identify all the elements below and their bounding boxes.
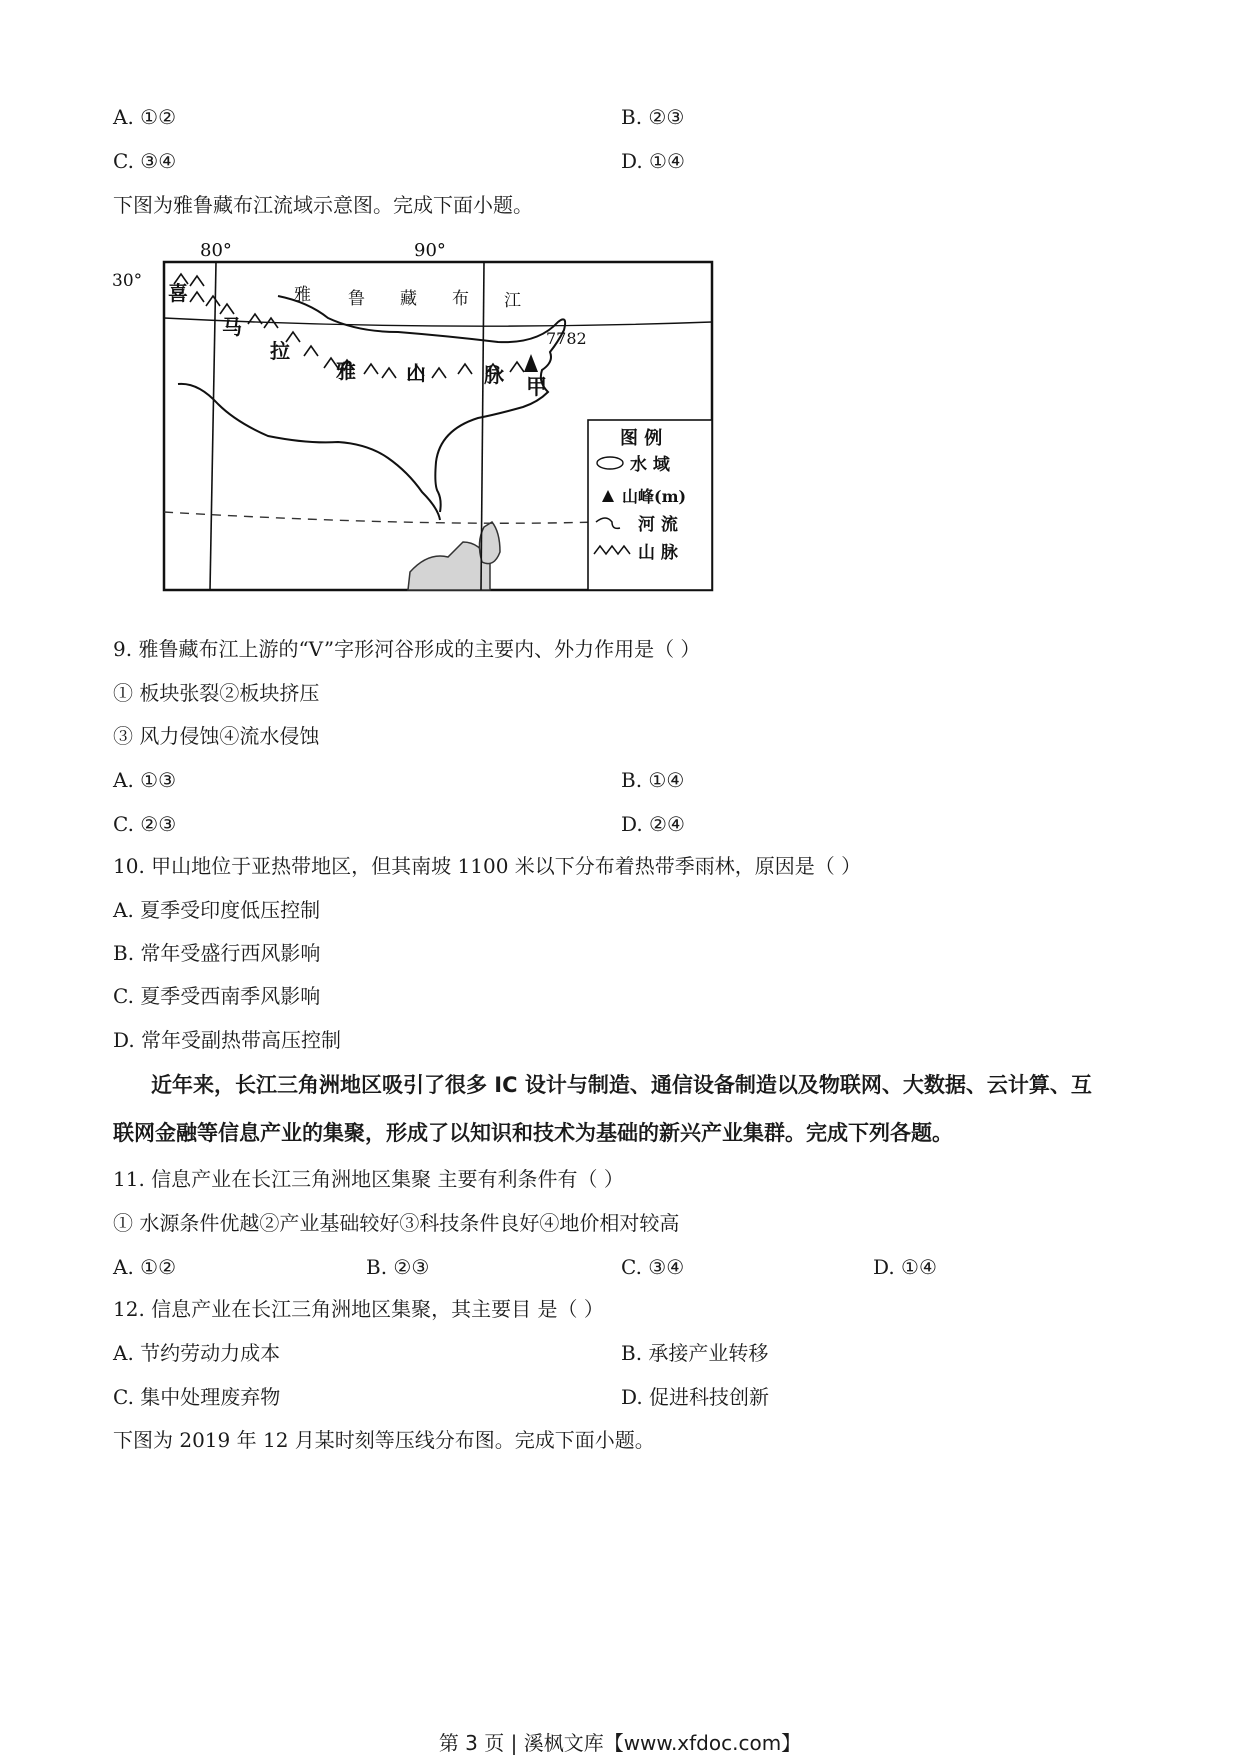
q10-option-c: C. 夏季受西南季风影响 [113,984,321,1008]
range-char-5: 山 [406,361,426,385]
q8-option-d: D. ①④ [621,149,685,173]
q10-stem: 10. 甲山地位于亚热带地区，但其南坡 1100 米以下分布着热带季雨林，原因是（ ） [113,854,862,878]
q12-option-a: A. 节约劳动力成本 [113,1341,281,1365]
map-intro-text: 下图为雅鲁藏布江流域示意图。完成下面小题。 [113,193,533,217]
q9-stem: 9. 雅鲁藏布江上游的“V”字形河谷形成的主要内、外力作用是（ ） [113,637,701,661]
q9-option-d: D. ②④ [621,812,685,836]
q12-option-c: C. 集中处理废弃物 [113,1385,281,1409]
q8-option-b: B. ②③ [621,105,685,129]
q11-option-a: A. ①② [113,1255,177,1279]
q12-option-b: B. 承接产业转移 [621,1341,769,1365]
lon-90-label: 90° [414,240,446,261]
page-footer: 第 3 页 | 溪枫文库【www.xfdoc.com】 [438,1731,802,1755]
legend-peak-label: 山峰(m) [622,487,687,506]
q11-option-d: D. ①④ [873,1255,937,1279]
lat-30-label: 30° [112,271,143,291]
q9-option-c: C. ②③ [113,812,177,836]
river-char-5: 江 [504,291,521,311]
range-char-4: 雅 [336,359,356,383]
q9-statement-2: ③ 风力侵蚀④流水侵蚀 [113,724,320,748]
q9-option-a: A. ①③ [113,768,177,792]
next-figure-intro: 下图为 2019 年 12 月某时刻等压线分布图。完成下面小题。 [113,1428,655,1452]
q11-stem: 11. 信息产业在长江三角洲地区集聚 主要有利条件有（ ） [113,1167,624,1191]
legend-title: 图 例 [620,428,663,449]
q10-option-a: A. 夏季受印度低压控制 [113,898,321,922]
passage-line-1: 近年来，长江三角洲地区吸引了很多 IC 设计与制造、通信设备制造以及物联网、大数据、云计算、互 [151,1073,1092,1097]
q9-option-b: B. ①④ [621,768,685,792]
range-char-3: 拉 [270,339,290,363]
q9-statement-1: ① 板块张裂②板块挤压 [113,681,320,705]
range-char-1: 喜 [168,281,188,305]
q8-option-a: A. ①② [113,105,177,129]
q10-option-b: B. 常年受盛行西风影响 [113,941,321,965]
q11-statements: ① 水源条件优越②产业基础较好③科技条件良好④地价相对较高 [113,1211,680,1235]
legend-water-label: 水 域 [630,455,670,475]
range-char-6: 脉 [484,363,504,387]
river-char-3: 藏 [400,289,417,309]
legend-river-label: 河 流 [638,515,678,535]
q10-option-d: D. 常年受副热带高压控制 [113,1028,342,1052]
yarlung-tsangpo-map [112,232,718,602]
legend-mountain-label: 山 脉 [638,543,678,563]
legend-water-symbol [597,457,623,469]
river-char-1: 雅 [294,285,311,305]
q8-option-c: C. ③④ [113,149,177,173]
river-char-4: 布 [452,289,469,309]
range-char-2: 马 [222,315,242,339]
q12-stem: 12. 信息产业在长江三角洲地区集聚，其主要目 是（ ） [113,1297,604,1321]
passage-line-2: 联网金融等信息产业的集聚，形成了以知识和技术为基础的新兴产业集群。完成下列各题。 [113,1121,953,1145]
peak-elevation-label: 7782 [546,329,587,348]
lon-80-label: 80° [200,240,232,261]
q11-option-c: C. ③④ [621,1255,685,1279]
peak-label: 甲 [526,374,547,399]
q12-option-d: D. 促进科技创新 [621,1385,770,1409]
q11-option-b: B. ②③ [366,1255,430,1279]
river-char-2: 鲁 [348,289,365,309]
